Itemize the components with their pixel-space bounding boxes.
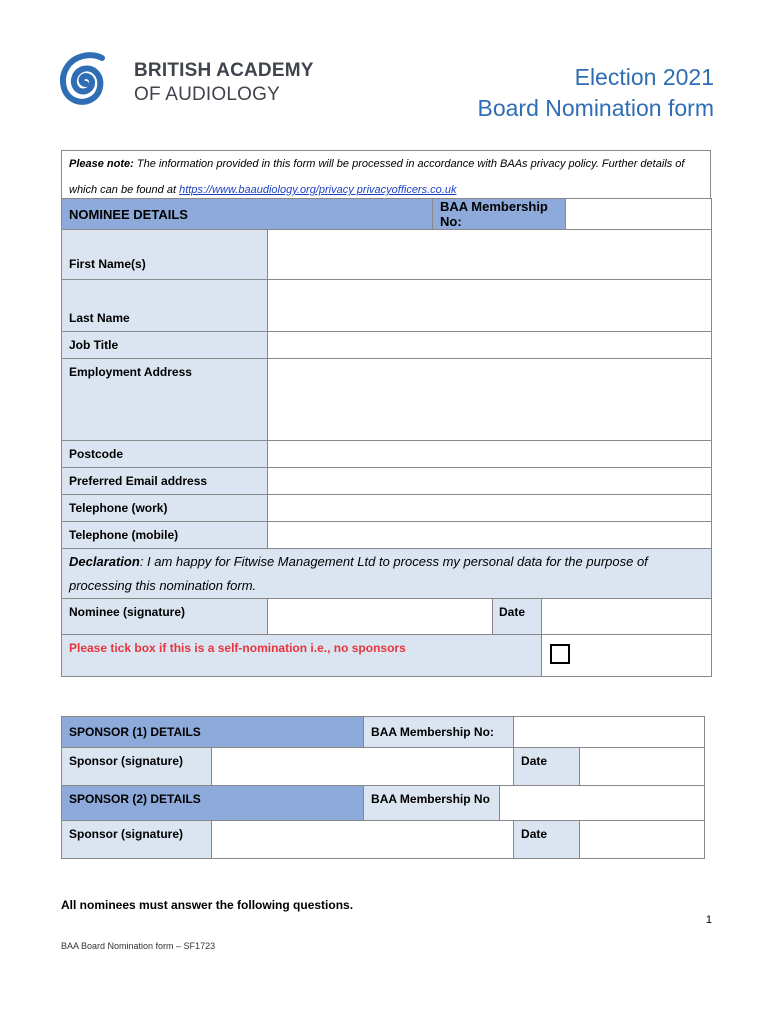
form-title-line1: Election 2021: [574, 64, 714, 90]
employment-address-label: Employment Address: [62, 359, 268, 441]
sponsor1-date-label: Date: [514, 748, 580, 786]
note-prefix: Please note:: [69, 158, 134, 170]
tel-mobile-input[interactable]: [268, 522, 712, 549]
org-name-line1: BRITISH ACADEMY: [134, 60, 314, 81]
sponsor-details-table: [61, 716, 705, 859]
email-input[interactable]: [268, 468, 712, 495]
first-name-label: First Name(s): [62, 230, 268, 280]
org-name-line2: OF AUDIOLOGY: [134, 84, 280, 105]
nominee-section-title: NOMINEE DETAILS: [62, 199, 433, 230]
document-reference: BAA Board Nomination form – SF1723: [61, 941, 216, 951]
declaration-label: Declaration: [69, 553, 140, 569]
tel-mobile-label: Telephone (mobile): [62, 522, 268, 549]
sponsor2-title: SPONSOR (2) DETAILS: [62, 786, 364, 821]
declaration: [62, 549, 712, 599]
sponsor1-signature-label: Sponsor (signature): [62, 748, 212, 786]
first-name-input[interactable]: [268, 230, 712, 280]
form-title-line2: Board Nomination form: [477, 95, 714, 121]
tel-work-label: Telephone (work): [62, 495, 268, 522]
sponsor1-membership-label: BAA Membership No:: [364, 717, 514, 748]
privacy-note: [61, 150, 711, 198]
privacy-link[interactable]: https://www.baaudiology.org/privacy privacyofficers.co.uk: [179, 184, 457, 196]
sponsor2-signature-label: Sponsor (signature): [62, 821, 212, 859]
job-title-label: Job Title: [62, 332, 268, 359]
self-nomination-checkbox[interactable]: [550, 644, 570, 664]
sponsor2-signature-input[interactable]: [212, 821, 514, 859]
sponsor1-membership-input[interactable]: [514, 717, 705, 748]
page-number: 1: [705, 914, 712, 926]
nominee-membership-input[interactable]: [566, 199, 712, 230]
sponsor2-membership-input[interactable]: [500, 786, 705, 821]
last-name-label: Last Name: [62, 280, 268, 332]
baa-spiral-logo: [52, 48, 116, 118]
nominee-date-input[interactable]: [542, 599, 712, 635]
nominee-signature-input[interactable]: [268, 599, 493, 635]
employment-address-input[interactable]: [268, 359, 712, 441]
nominee-signature-label: Nominee (signature): [62, 599, 268, 635]
sponsor1-title: SPONSOR (1) DETAILS: [62, 717, 364, 748]
self-nomination-text: Please tick box if this is a self-nomination i.e., no sponsors: [69, 641, 406, 655]
note-text: The information provided in this form will be processed in accordance with BAAs privacy policy. Further details of which can be found at: [69, 158, 685, 196]
postcode-label: Postcode: [62, 441, 268, 468]
declaration-text: : I am happy for Fitwise Management Ltd to process my personal data for the purpose of processing this nomination form.: [69, 553, 648, 593]
tel-work-input[interactable]: [268, 495, 712, 522]
self-nomination-cell: [542, 635, 712, 677]
sponsor2-date-label: Date: [514, 821, 580, 859]
nominee-membership-label: BAA Membership No:: [433, 199, 566, 230]
nominee-date-label: Date: [493, 599, 542, 635]
nominee-details-table: [61, 198, 712, 677]
sponsor1-date-input[interactable]: [580, 748, 705, 786]
job-title-input[interactable]: [268, 332, 712, 359]
sponsor2-date-input[interactable]: [580, 821, 705, 859]
last-name-input[interactable]: [268, 280, 712, 332]
sponsor2-membership-label: BAA Membership No: [364, 786, 500, 821]
postcode-input[interactable]: [268, 441, 712, 468]
sponsor1-signature-input[interactable]: [212, 748, 514, 786]
self-nomination-row: [62, 635, 542, 677]
questions-instruction: All nominees must answer the following questions.: [61, 898, 354, 912]
email-label: Preferred Email address: [62, 468, 268, 495]
